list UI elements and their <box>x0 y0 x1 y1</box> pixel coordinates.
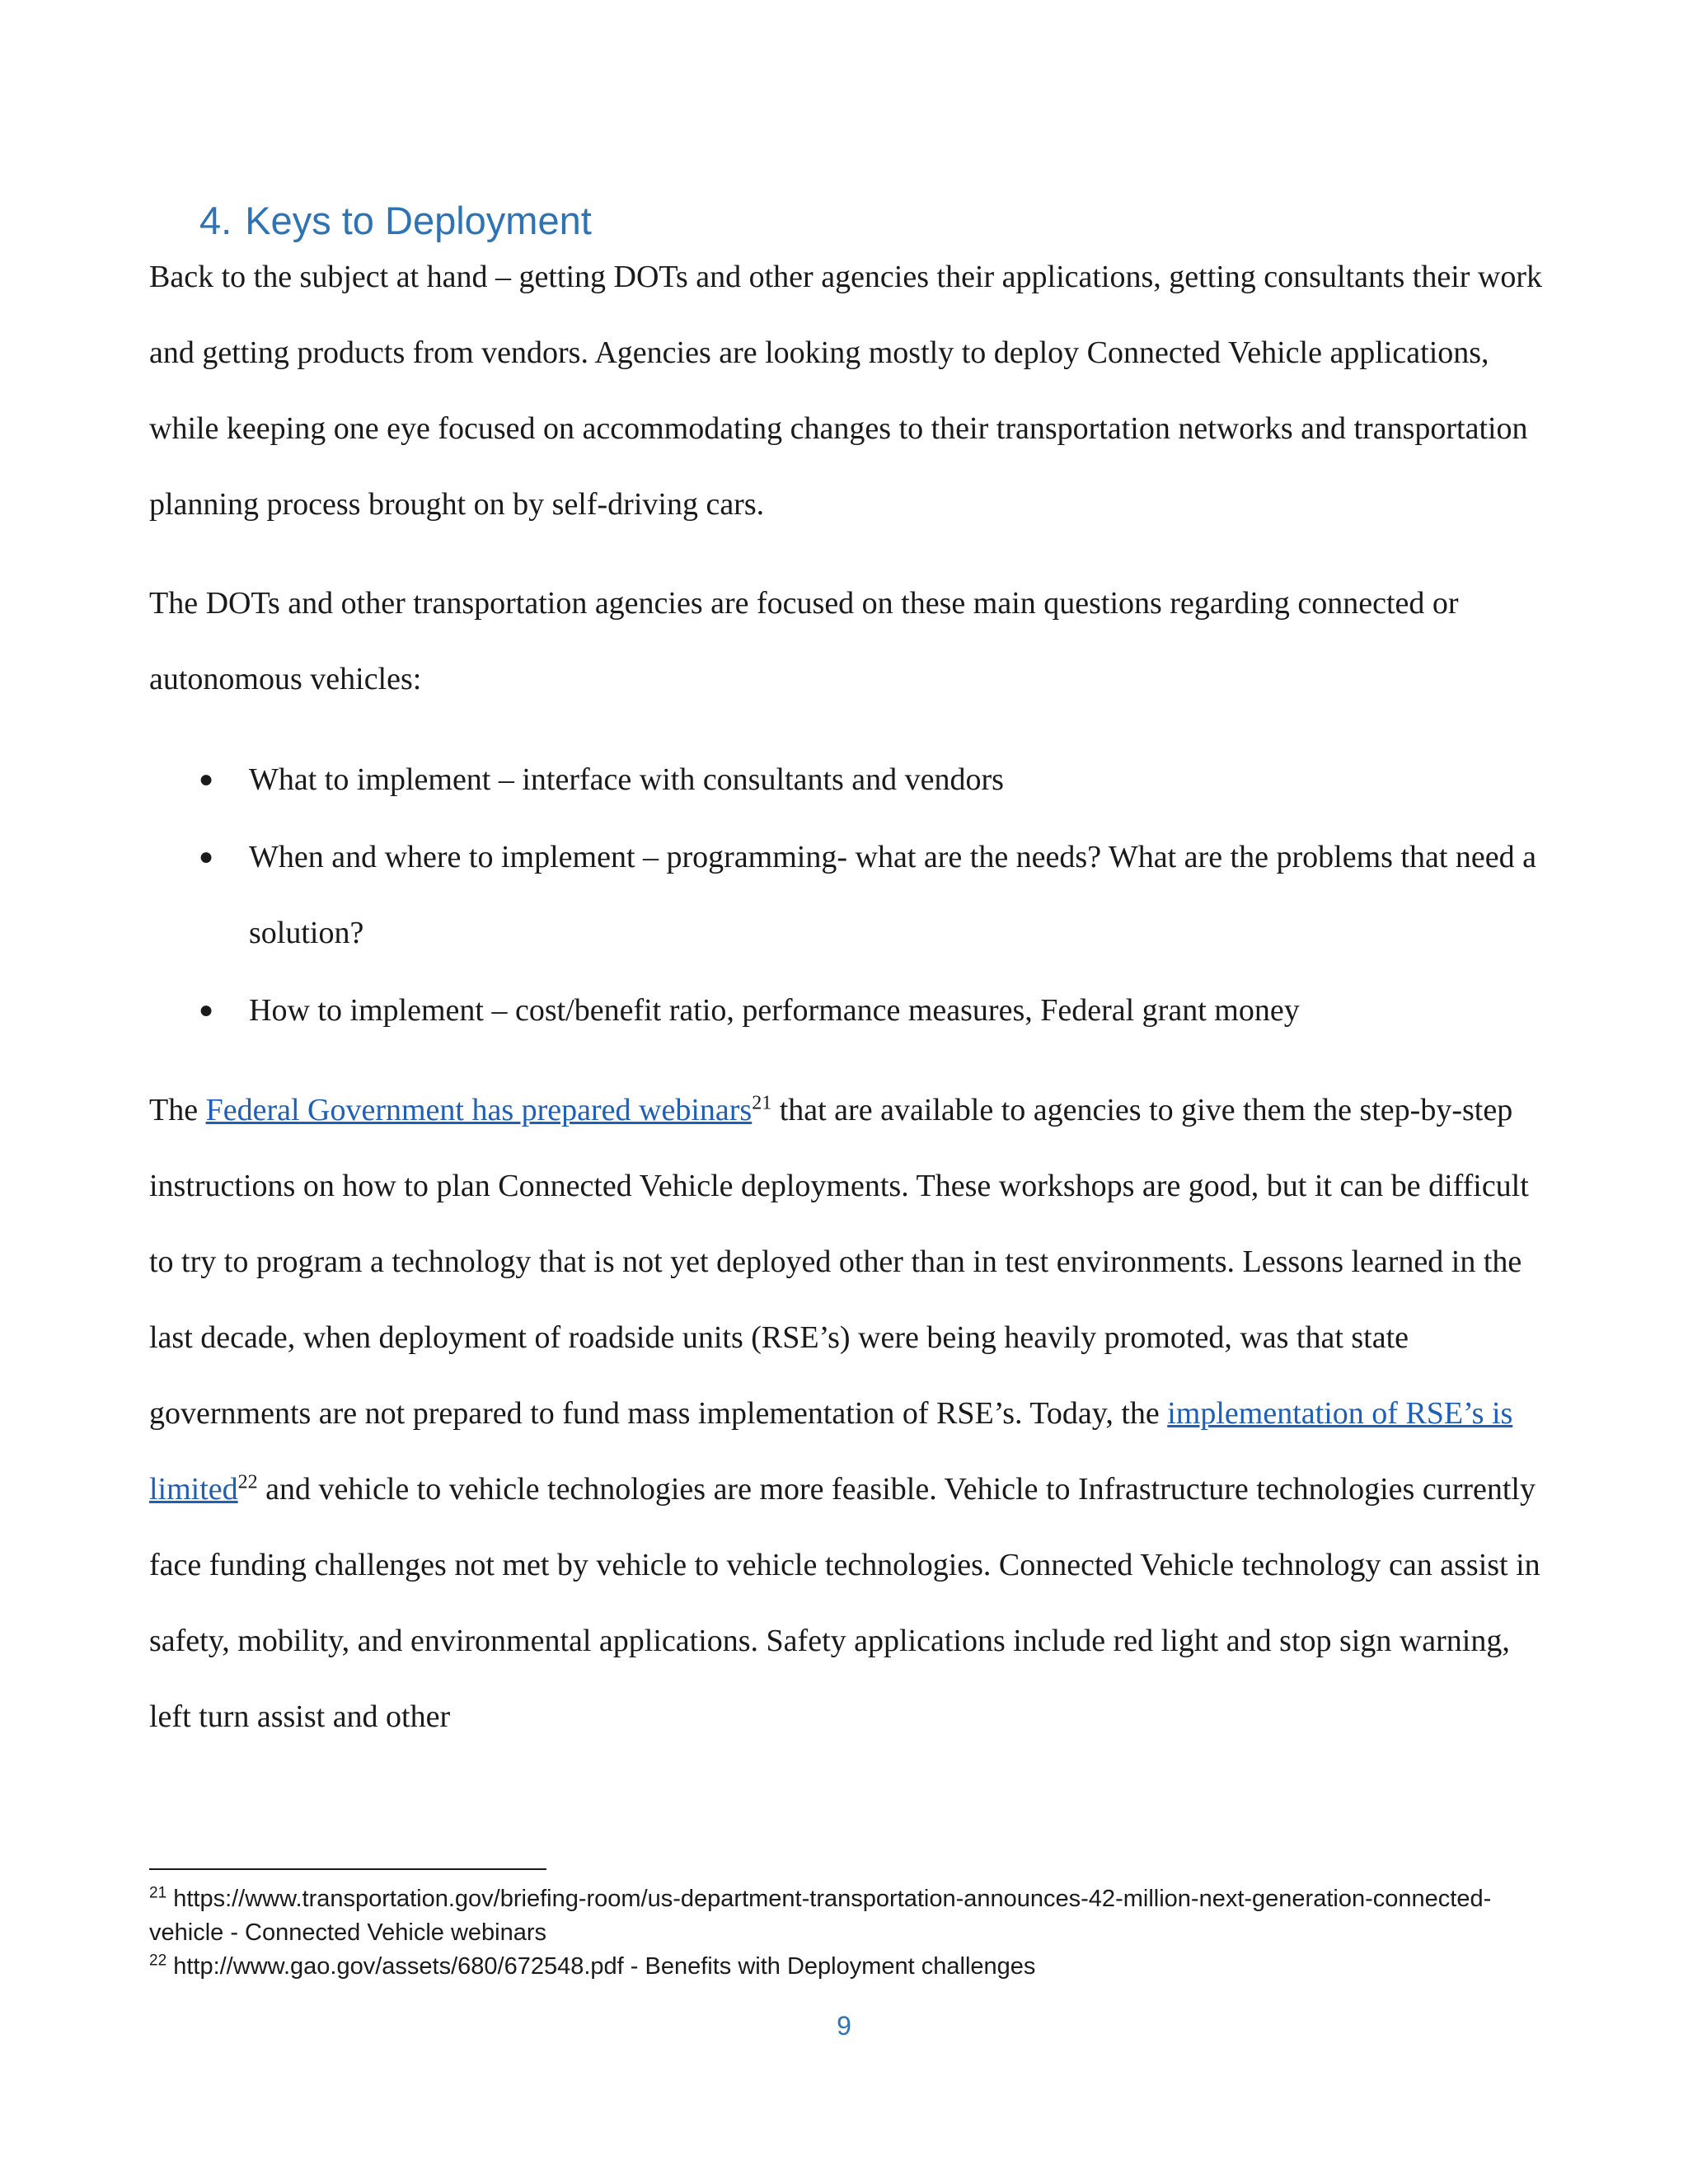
question-list <box>149 742 1550 1050</box>
footnote-marker: 21 <box>149 1884 167 1902</box>
section-number: 4. <box>199 199 232 242</box>
text-segment: that are available to agencies to give them the step-by-step instructions on how to plan Connected Vehicle deployments. These workshops are good, but it can be difficult to try to program a technology that is not yet deployed other than in test environments. Lessons learned in the last decade, when deployment of roadside units (RSE’s) were being heavily promoted, was that state governments are not prepared to fund mass implementation of RSE’s. Today, the <box>149 1093 1529 1431</box>
footnotes <box>149 1882 1550 1984</box>
text-segment: and vehicle to vehicle technologies are more feasible. Vehicle to Infrastructure technologies currently face funding challenges not met by vehicle to vehicle technologies. Connected Vehicle technology can assist in safety, mobility, and environmental applications. Safety applications include red light and stop sign warning, left turn assist and other <box>149 1472 1540 1734</box>
list-item <box>149 972 1550 1048</box>
footnote-22 <box>149 1950 1550 1984</box>
footnote-text: http://www.gao.gov/assets/680/672548.pdf - Benefits with Deployment challenges <box>166 1953 1036 1980</box>
list-item-text: How to implement – cost/benefit ratio, performance measures, Federal grant money <box>249 993 1300 1028</box>
paragraph-webinars <box>149 1072 1550 1755</box>
footnote-separator <box>149 1868 546 1870</box>
list-item <box>149 819 1550 971</box>
webinars-link[interactable]: Federal Government has prepared webinars <box>205 1093 753 1127</box>
section-title: Keys to Deployment <box>245 199 592 242</box>
list-item-text: What to implement – interface with consultants and vendors <box>249 762 1004 797</box>
footnote-marker: 22 <box>149 1952 167 1970</box>
footnote-ref-21[interactable]: 21 <box>752 1092 772 1114</box>
paragraph-questions: The DOTs and other transportation agencies are focused on these main questions regarding connected or autonomous vehicles: <box>149 586 1459 696</box>
rse-implementation-link[interactable]: implementation of RSE’s is limited <box>149 1396 1513 1507</box>
bullet-icon: ● <box>199 766 214 793</box>
bullet-icon: ● <box>199 996 214 1024</box>
list-item <box>149 742 1550 818</box>
page-number: 9 <box>837 2011 851 2041</box>
section-heading <box>199 198 592 244</box>
paragraph-intro: Back to the subject at hand – getting DOTs and other agencies their applications, getting consultants their work and getting products from vendors. Agencies are looking mostly to deploy Connected Vehicle applications, while keeping one eye focused on accommodating changes to their transportation networks and transportation planning process brought on by self-driving cars. <box>149 260 1543 522</box>
footnote-text: https://www.transportation.gov/briefing-room/us-department-transportation-announces-42-million-next-generation-connected-vehicle - Connected Vehicle webinars <box>149 1886 1492 1946</box>
list-item-text: When and where to implement – programming- what are the needs? What are the problems that need a solution? <box>249 840 1536 950</box>
bullet-icon: ● <box>199 843 214 870</box>
text-segment: The <box>149 1093 206 1127</box>
footnote-ref-22[interactable]: 22 <box>237 1471 258 1493</box>
footnote-21 <box>149 1882 1550 1950</box>
